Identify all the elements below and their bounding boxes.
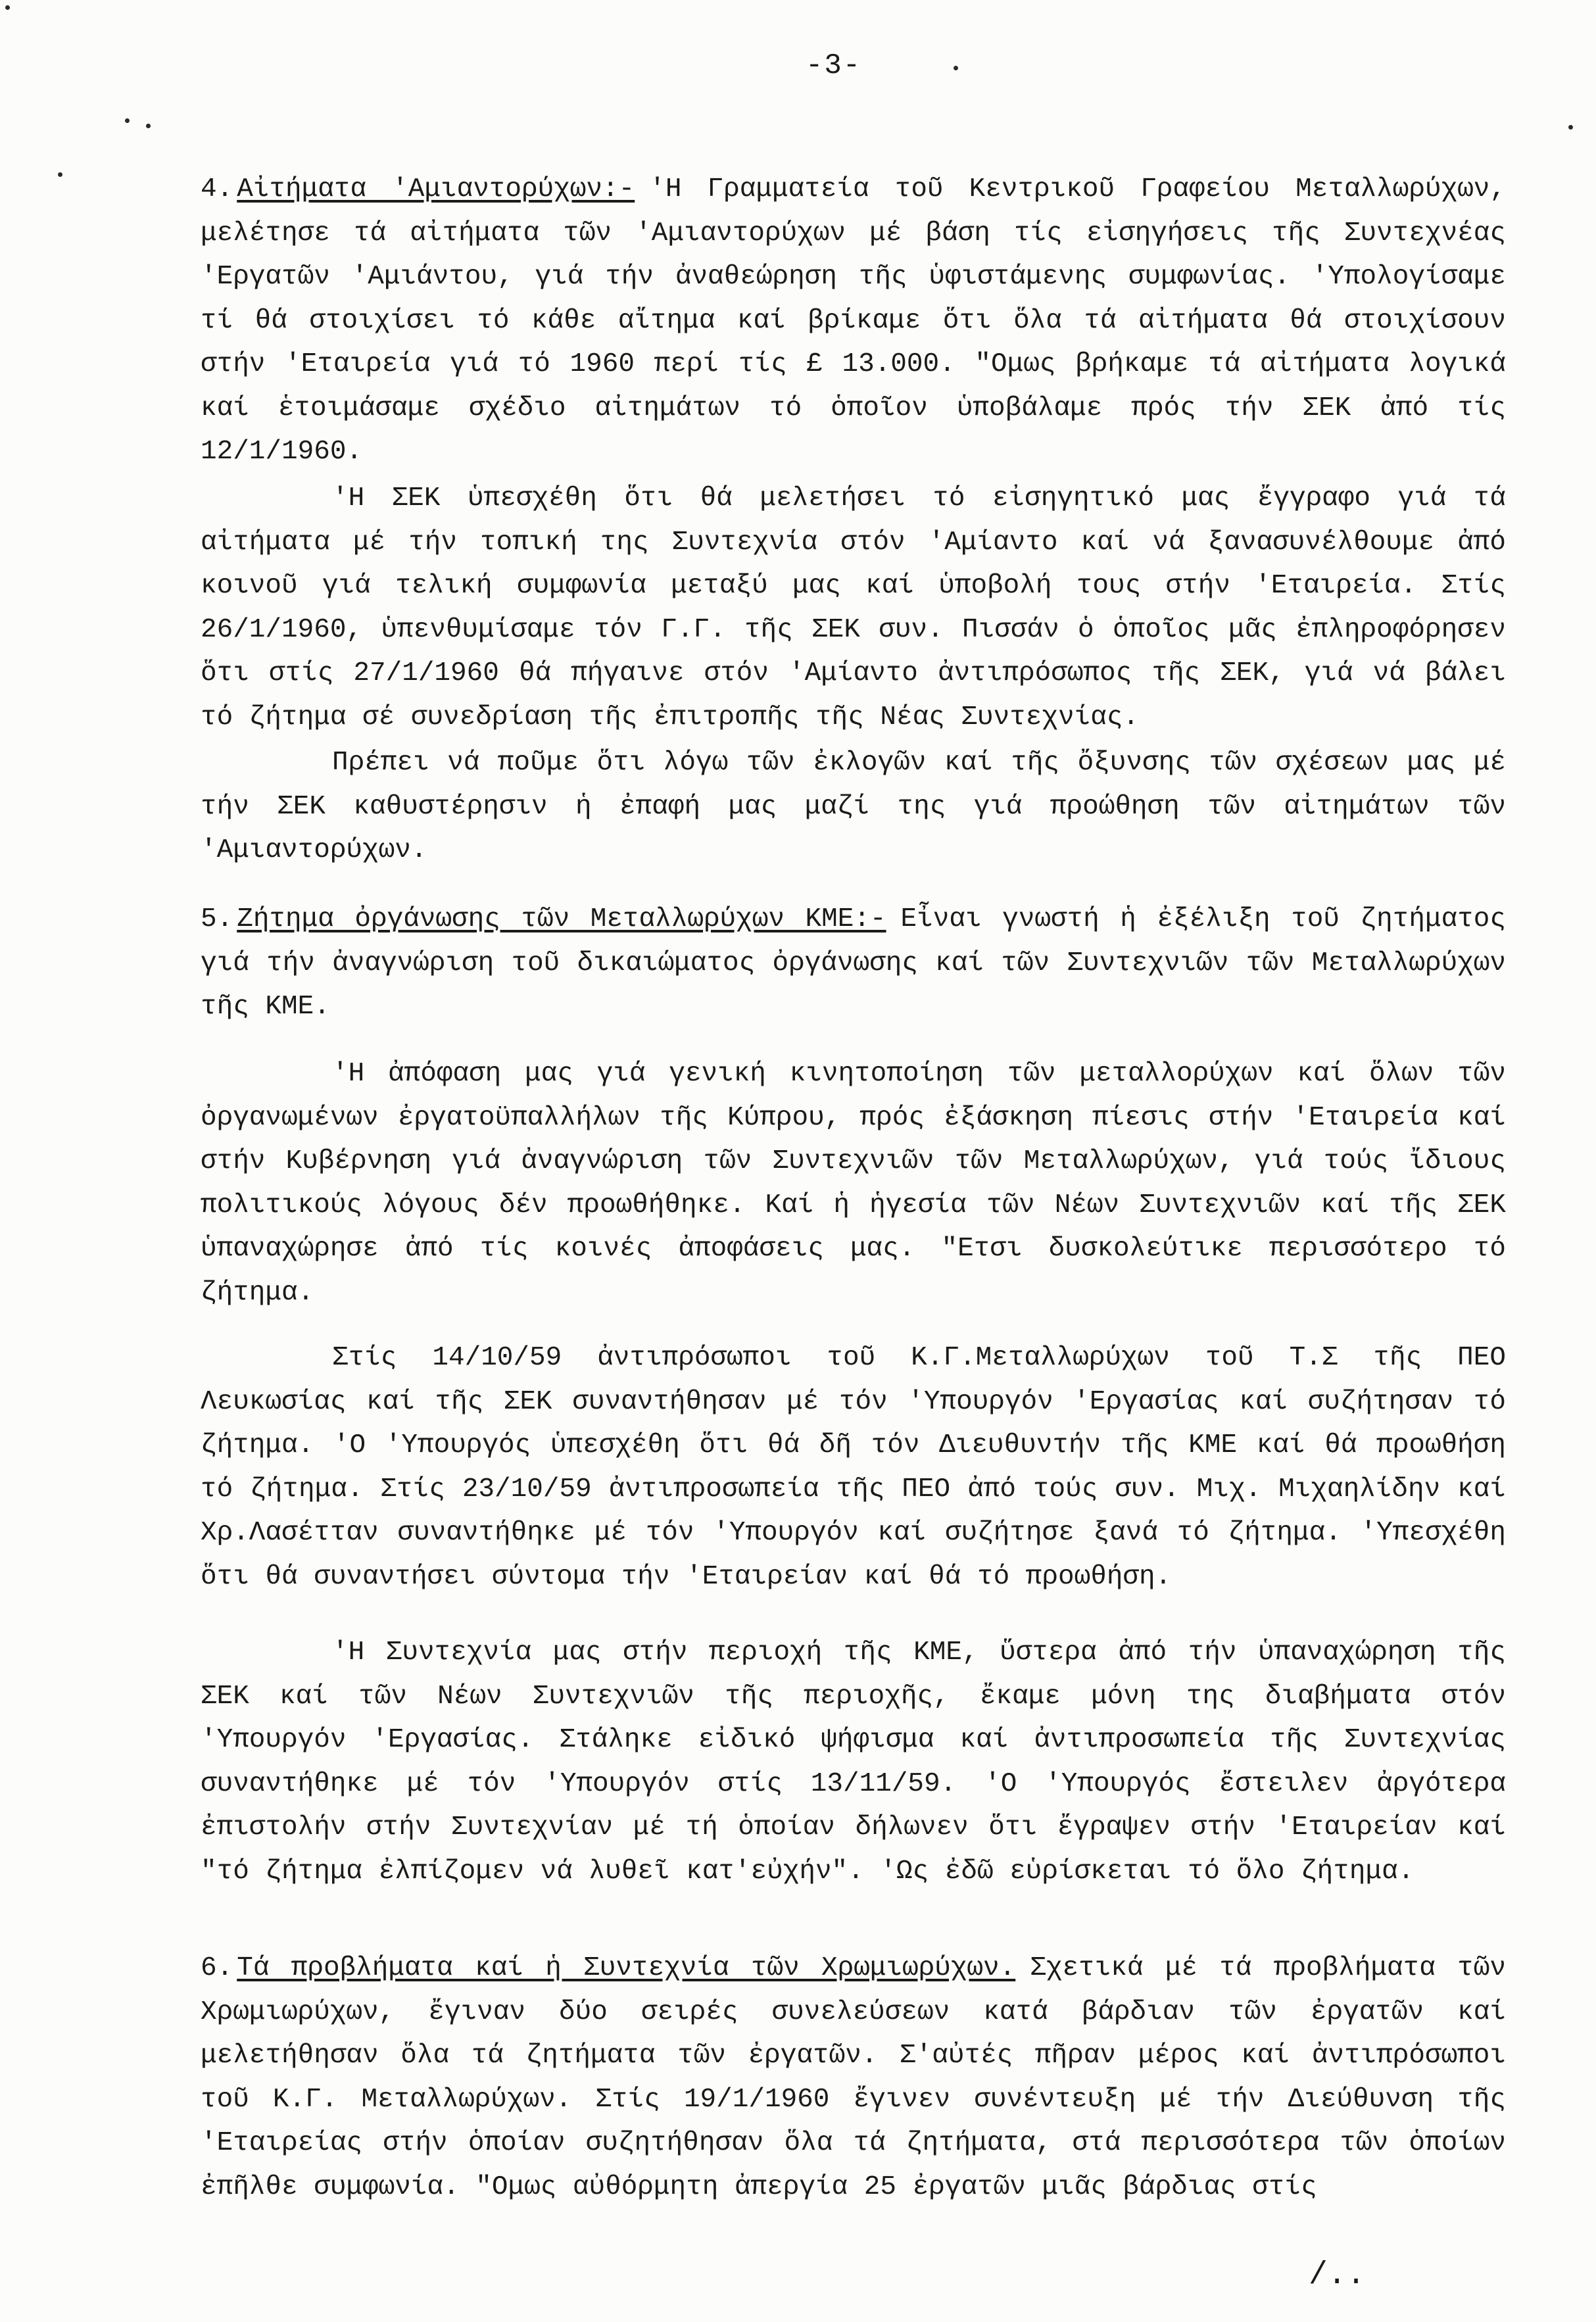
section-6-heading: Τά προβλήματα καί ἡ Συντεχνία τῶν Χρωμιωρύχων.: [237, 1953, 1016, 1983]
scan-speck: [146, 124, 151, 128]
section-5-paragraph-3: Στίς 14/10/59 ἀντιπρόσωποι τοῦ Κ.Γ.Μεταλλωρύχων τοῦ Τ.Σ τῆς ΠΕΟ Λευκωσίας καί τῆς ΣΕΚ συναντήθησαν μέ τόν 'Υπουργόν 'Εργασίας καί συζήτησαν τό ζήτημα. 'Ο 'Υπουργός ὑπεσχέθη ὅτι θά δῆ τόν Διευθυντήν τῆς ΚΜΕ καί θά προωθήση τό ζήτημα. Στίς 23/10/59 ἀντιπροσωπεία τῆς ΠΕΟ ἀπό τούς συν. Μιχ. Μιχαηλίδην καί Χρ.Λασέτταν συναντήθηκε μέ τόν 'Υπουργόν καί συζήτησε ξανά τό ζήτημα. 'Υπεσχέθη ὅτι θά συναντήσει σύντομα τήν 'Εταιρείαν καί θά τό προωθήση.: [201, 1343, 1506, 1592]
section-6-number: 6.: [201, 1953, 233, 1983]
section-4-paragraph-3: Πρέπει νά ποῦμε ὅτι λόγω τῶν ἐκλογῶν καί τῆς ὄξυνσης τῶν σχέσεων μας μέ τήν ΣΕΚ καθυστέρησιν ἡ ἐπαφή μας μαζί της γιά προώθηση τῶν αἰτημάτων τῶν 'Αμιαντορύχων.: [201, 748, 1506, 865]
scan-speck: [58, 172, 62, 177]
scan-speck: [1568, 125, 1573, 130]
scan-speck: [954, 66, 958, 70]
section-5-number: 5.: [201, 904, 233, 934]
page-number: -3-: [806, 49, 862, 82]
section-5-paragraph-1: Εἶναι γνωστή ἡ ἐξέλιξη τοῦ ζητήματος γιά τήν ἀναγνώριση τοῦ δικαιώματος ὀργάνωσης καί τῶν Συντεχνιῶν τῶν Μεταλλωρύχων τῆς ΚΜΕ.: [201, 904, 1506, 1022]
section-5-intro: [201, 898, 1506, 1029]
section-4-paragraph-1: 'Η Γραμματεία τοῦ Κεντρικοῦ Γραφείου Μεταλλωρύχων, μελέτησε τά αἰτήματα τῶν 'Αμιαντορύχων μέ βάση τίς εἰσηγήσεις τῆς Συντεχνέας 'Εργατῶν 'Αμιάντου, γιά τήν ἀναθεώρηση τῆς ὑφιστάμενης συμφωνίας. 'Υπολογίσαμε τί θά στοιχίσει τό κάθε αἴτημα καί βρίκαμε ὅτι ὅλα τά αἰτήματα θά στοιχίσουν στήν 'Εταιρεία γιά τό 1960 περί τίς £ 13.000. "Ομως βρήκαμε τά αἰτήματα λογικά καί ἑτοιμάσαμε σχέδιο αἰτημάτων τό ὁποῖον ὑποβάλαμε πρός τήν ΣΕΚ ἀπό τίς 12/1/1960.: [201, 174, 1506, 467]
section-6-intro: [201, 1947, 1506, 2209]
section-4-paragraph-2: 'Η ΣΕΚ ὑπεσχέθη ὅτι θά μελετήσει τό εἰσηγητικό μας ἔγγραφο γιά τά αἰτήματα μέ τήν τοπική της Συντεχνία στόν 'Αμίαντο καί νά ξανασυνέλθουμε ἀπό κοινοῦ γιά τελική συμφωνία μεταξύ μας καί ὑποβολή τους στήν 'Εταιρεία. Στίς 26/1/1960, ὑπενθυμίσαμε τόν Γ.Γ. τῆς ΣΕΚ συν. Πισσάν ὁ ὁποῖος μᾶς ἐπληροφόρησεν ὅτι στίς 27/1/1960 θά πήγαινε στόν 'Αμίαντο ἀντιπρόσωπος τῆς ΣΕΚ, γιά νά βάλει τό ζήτημα σέ συνεδρίαση τῆς ἐπιτροπῆς τῆς Νέας Συντεχνίας.: [201, 483, 1506, 733]
continuation-mark: /..: [1309, 2258, 1366, 2293]
section-5-paragraph-2: 'Η ἀπόφαση μας γιά γενική κινητοποίηση τῶν μεταλλορύχων καί ὅλων τῶν ὀργανωμένων ἐργατοϋπαλλήλων τῆς Κύπρου, πρός ἐξάσκηση πίεσις στήν 'Εταιρεία καί στήν Κυβέρνηση γιά ἀναγνώριση τῶν Συντεχνιῶν τῶν Μεταλλωρύχων, γιά τούς ἴδιους πολιτικούς λόγους δέν προωθήθηκε. Καί ἡ ἡγεσία τῶν Νέων Συντεχνιῶν καί τῆς ΣΕΚ ὑπαναχώρησε ἀπό τίς κοινές ἀποφάσεις μας. "Ετσι δυσκολεύτικε περισσότερο τό ζήτημα.: [201, 1059, 1506, 1308]
section-4-intro: [201, 168, 1506, 474]
section-4-number: 4.: [201, 174, 233, 205]
section-5-heading: Ζήτημα ὀργάνωσης τῶν Μεταλλωρύχων ΚΜΕ:-: [237, 904, 886, 934]
scan-speck: [125, 118, 130, 123]
section-6-paragraph-1: Σχετικά μέ τά προβλήματα τῶν Χρωμιωρύχων, ἔγιναν δύο σειρές συνελεύσεων κατά βάρδιαν τῶν ἐργατῶν καί μελετήθησαν ὅλα τά ζητήματα τῶν ἐργατῶν. Σ'αὐτές πῆραν μέρος καί ἀντιπρόσωποι τοῦ Κ.Γ. Μεταλλωρύχων. Στίς 19/1/1960 ἔγινεν συνέντευξη μέ τήν Διεύθυνση τῆς 'Εταιρείας στήν ὁποίαν συζητήθησαν ὅλα τά ζητήματα, στά περισσότερα τῶν ὁποίων ἐπῆλθε συμφωνία. "Ομως αὐθόρμητη ἀπεργία 25 ἐργατῶν μιᾶς βάρδιας στίς: [201, 1953, 1506, 2202]
section-4-heading: Αἰτήματα 'Αμιαντορύχων:-: [237, 174, 635, 205]
scan-speck: [5, 5, 10, 10]
section-5-paragraph-4: 'Η Συντεχνία μας στήν περιοχή τῆς ΚΜΕ, ὕστερα ἀπό τήν ὑπαναχώρηση τῆς ΣΕΚ καί τῶν Νέων Συντεχνιῶν τῆς περιοχῆς, ἔκαμε μόνη της διαβήματα στόν 'Υπουργόν 'Εργασίας. Στάληκε εἰδικό ψήφισμα καί ἀντιπροσωπεία τῆς Συντεχνίας συναντήθηκε μέ τόν 'Υπουργόν στίς 13/11/59. 'Ο 'Υπουργός ἔστειλεν ἀργότερα ἐπιστολήν στήν Συντεχνίαν μέ τή ὁποίαν δήλωνεν ὅτι ἔγραψεν στήν 'Εταιρείαν καί "τό ζήτημα ἐλπίζομεν νά λυθεῖ κατ'εὐχήν". 'Ως ἐδῶ εὑρίσκεται τό ὅλο ζήτημα.: [201, 1637, 1506, 1887]
